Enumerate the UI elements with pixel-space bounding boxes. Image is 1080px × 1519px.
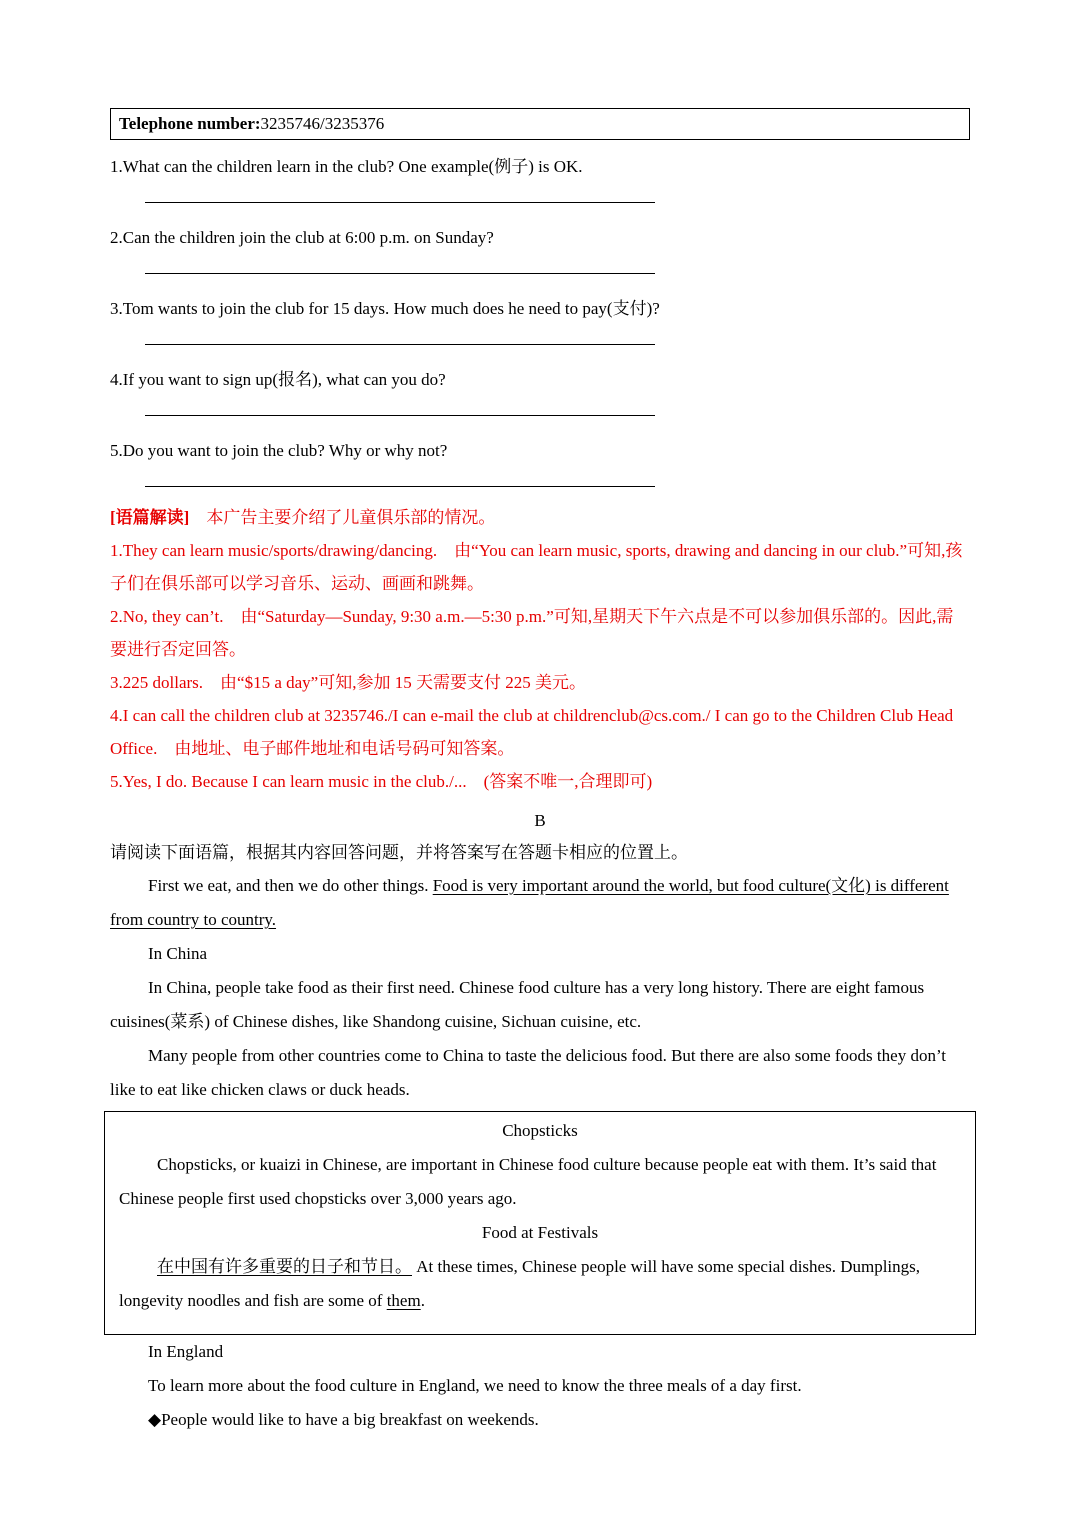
answer-blank-3 [145,344,655,345]
telephone-box [110,108,970,140]
question-3: 3.Tom wants to join the club for 15 days. How much does he need to pay(支付)? [110,299,660,318]
passage-intro-plain: First we eat, and then we do other things. [148,876,433,895]
question-2: 2.Can the children join the club at 6:00 p.m. on Sunday? [110,228,494,247]
china-paragraph-2: Many people from other countries come to China to taste the delicious food. But there are also some foods they don’t like to eat like chicken claws or duck heads. [110,1046,947,1099]
analysis-answer-2: 2.No, they can’t. 由“Saturday—Sunday, 9:30 a.m.—5:30 p.m.”可知,星期天下午六点是不可以参加俱乐部的。因此,需要进行否定回答。 [110,607,954,659]
chopsticks-paragraph: Chopsticks, or kuaizi in Chinese, are important in Chinese food culture because people eat with them. It’s said that Chinese people first used chopsticks over 3,000 years ago. [119,1155,937,1208]
answer-blank-2 [145,273,655,274]
analysis-intro-label: [语篇解读] [110,508,190,527]
question-4: 4.If you want to sign up(报名), what can you do? [110,370,446,389]
analysis-answer-5: 5.Yes, I do. Because I can learn music in the club./... (答案不唯一,合理即可) [110,772,653,791]
telephone-value: 3235746/3235376 [260,114,385,133]
england-bullet: ◆People would like to have a big breakfast on weekends. [148,1410,539,1429]
analysis-answer-3: 3.225 dollars. 由“$15 a day”可知,参加 15 天需要支付 225 美元。 [110,673,586,692]
heading-in-china: In China [148,944,208,963]
festivals-them-underlined: them [386,1291,421,1310]
analysis-section [110,501,970,798]
answer-blank-1 [145,202,655,203]
chopsticks-box [104,1111,976,1335]
festivals-middle-text: At these times, Chinese people will have some special dishes. Dumplings, longevity noodles and fish are some of [119,1257,921,1310]
answer-blank-4 [145,415,655,416]
festivals-underlined-chinese: 在中国有许多重要的日子和节日。 [157,1257,412,1276]
heading-in-england: In England [148,1342,224,1361]
heading-food-at-festivals: Food at Festivals [481,1223,599,1242]
questions-section [110,144,970,487]
analysis-answer-4: 4.I can call the children club at 3235746./I can e-mail the club at childrenclub@cs.com./ I can go to the Children Club Head Office. 由地址、电子邮件地址和电话号码可知答案。 [110,706,954,758]
passage-section [110,869,970,1437]
england-paragraph-1: To learn more about the food culture in England, we need to know the three meals of a day first. [148,1376,802,1395]
section-b-instruction: 请阅读下面语篇，根据其内容回答问题，并将答案写在答题卡相应的位置上。 [110,843,688,862]
heading-chopsticks: Chopsticks [502,1121,578,1140]
analysis-intro-text: 本广告主要介绍了儿童俱乐部的情况。 [189,508,496,527]
question-5: 5.Do you want to join the club? Why or why not? [110,441,448,460]
festivals-period: . [420,1291,425,1310]
answer-blank-5 [145,486,655,487]
passage-intro [110,869,970,937]
analysis-intro [110,501,970,534]
analysis-answer-1: 1.They can learn music/sports/drawing/dancing. 由“You can learn music, sports, drawing and dancing in our club.”可知,孩子们在俱乐部可以学习音乐、运动、画画和跳舞。 [110,541,963,593]
section-b-label: B [534,811,546,830]
telephone-label: Telephone number: [119,114,261,133]
china-paragraph-1: In China, people take food as their first need. Chinese food culture has a very long history. There are eight famous cuisines(菜系) of Chinese dishes, like Shandong cuisine, Sichuan cuisine, etc. [110,978,925,1031]
festivals-paragraph [119,1250,961,1318]
question-1: 1.What can the children learn in the club? One example(例子) is OK. [110,157,583,176]
passage-intro-underlined: Food is very important around the world, but food culture(文化) is different from country to country. [110,876,949,929]
